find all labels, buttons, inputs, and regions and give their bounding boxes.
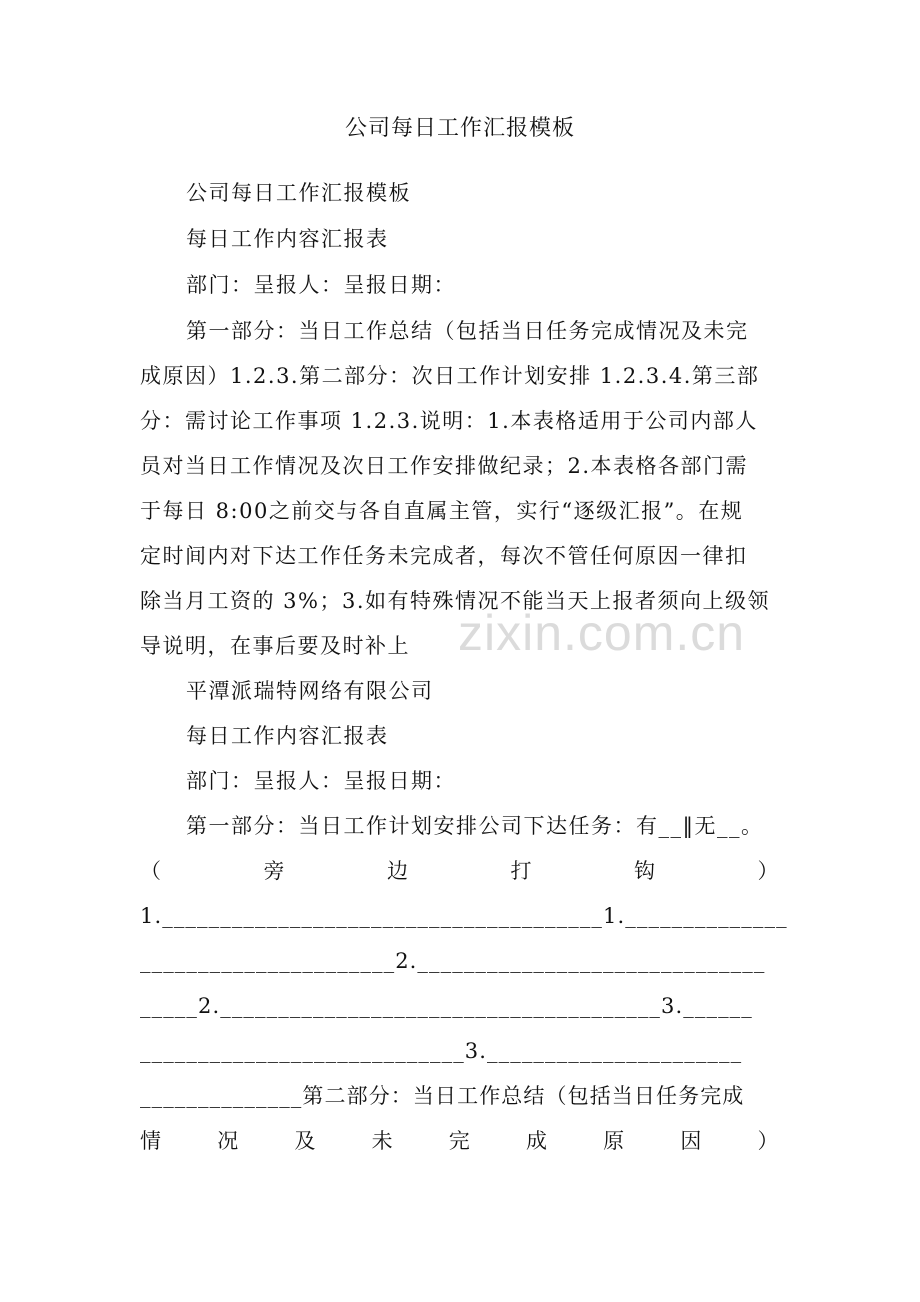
body-line: 导说明，在事后要及时补上 <box>140 634 410 658</box>
paragraph-table-title: 每日工作内容汇报表 <box>186 227 389 251</box>
justified-char: 原 <box>603 1129 626 1153</box>
justified-char: 因 <box>680 1129 703 1153</box>
note-char: 边 <box>387 859 410 883</box>
paragraph-heading: 公司每日工作汇报模板 <box>186 181 411 205</box>
section-one-line: 第一部分：当日工作计划安排公司下达任务：有__‖无__。 <box>186 814 764 838</box>
blank-line: ____________________________3.______________________ <box>140 1039 743 1063</box>
body-line: 第一部分：当日工作总结（包括当日任务完成情况及未完 <box>186 319 749 343</box>
note-char: （ <box>140 859 163 883</box>
paragraph-fields-2: 部门：呈报人：呈报日期： <box>186 769 456 793</box>
justified-char: 况 <box>217 1129 240 1153</box>
section-two-continuation <box>140 1126 780 1156</box>
section-two-line: ______________第二部分：当日工作总结（包括当日任务完成 <box>140 1084 745 1108</box>
justified-char: ） <box>757 1129 780 1153</box>
note-char: 旁 <box>263 859 286 883</box>
justified-char: 完 <box>448 1129 472 1153</box>
body-line: 于每日 8:00之前交与各自直属主管，实行“逐级汇报”。在规 <box>140 499 744 523</box>
site-watermark: zixin.com.cn <box>458 605 746 661</box>
blank-line: _____2.______________________________________3.______ <box>140 994 753 1018</box>
justified-char: 及 <box>294 1129 317 1153</box>
note-char: 钩 <box>634 859 657 883</box>
checkmark-note <box>140 856 780 886</box>
company-name: 平潭派瑞特网络有限公司 <box>186 679 434 703</box>
blank-line: 1.______________________________________1.______________ <box>140 904 788 928</box>
blank-line: ______________________2.______________________________ <box>140 949 766 973</box>
note-char: ） <box>757 859 780 883</box>
justified-char: 成 <box>525 1129 549 1153</box>
justified-char: 情 <box>140 1129 163 1153</box>
body-line: 员对当日工作情况及次日工作安排做纪录；2.本表格各部门需 <box>140 454 749 478</box>
justified-char: 未 <box>371 1129 395 1153</box>
body-line: 成原因）1.2.3.第二部分：次日工作计划安排 1.2.3.4.第三部 <box>140 364 760 388</box>
body-line: 定时间内对下达工作任务未完成者，每次不管任何原因一律扣 <box>140 544 748 568</box>
paragraph-table-title-2: 每日工作内容汇报表 <box>186 724 389 748</box>
body-line: 分：需讨论工作事项 1.2.3.说明：1.本表格适用于公司内部人 <box>140 409 758 433</box>
paragraph-fields: 部门：呈报人：呈报日期： <box>186 273 456 297</box>
document-title: 公司每日工作汇报模板 <box>344 116 575 141</box>
note-char: 打 <box>510 859 533 883</box>
body-line: 除当月工资的 3%；3.如有特殊情况不能当天上报者须向上级领 <box>140 589 771 613</box>
